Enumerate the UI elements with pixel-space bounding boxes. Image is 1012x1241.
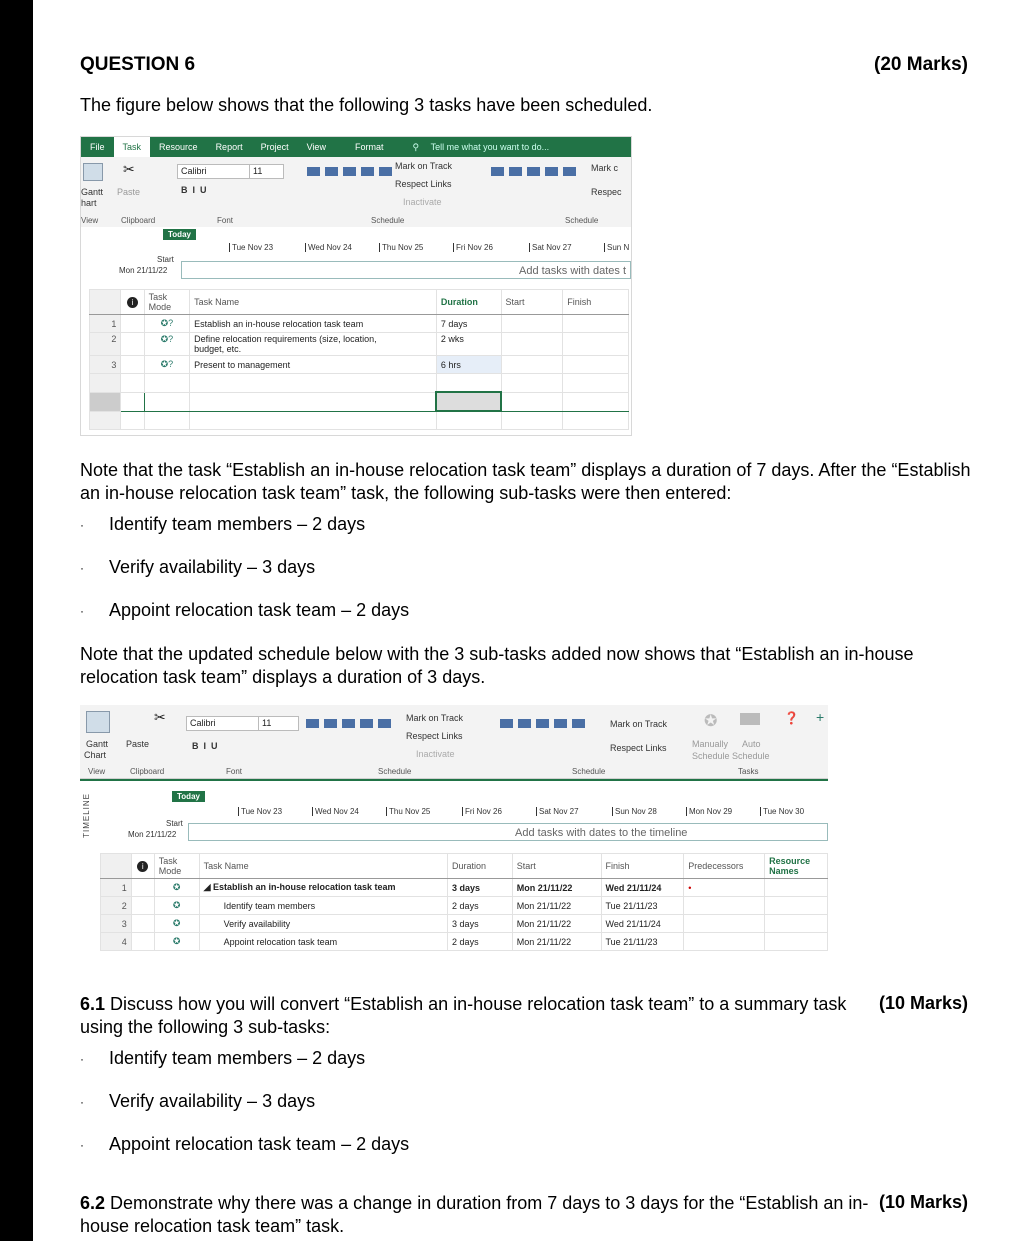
mode-column-header[interactable]: Task Mode [154,854,199,879]
start-date: Mon 21/11/22 [119,266,168,275]
predecessors-column-header[interactable]: Predecessors [684,854,765,879]
indicator-cell [131,933,154,951]
bullet-item [80,514,365,535]
timeline-bar[interactable]: Add tasks with dates t [181,261,631,279]
inspect-icon[interactable]: ❓ [784,711,799,725]
tasks-group-label: Tasks [738,767,759,776]
auto-task-icon: ✪ [154,879,199,897]
gantt-chart-icon[interactable] [86,711,110,733]
pct-75-icon[interactable] [360,719,373,728]
predecessors-cell[interactable] [684,897,765,915]
row-number: 4 [101,933,132,951]
bullet-text: Appoint relocation task team – 2 days [109,1134,410,1154]
bullet-dot: · [80,1095,84,1110]
respect-links[interactable]: Respect Links [395,179,452,189]
auto-label[interactable]: Auto [742,739,761,749]
respect-links[interactable]: Respect Links [406,731,463,741]
tab-task[interactable]: Task [114,137,151,157]
mark-on-track[interactable]: Mark on Track [395,161,453,171]
timeline-pane [80,787,828,843]
resource-cell[interactable] [765,915,828,933]
bullet-text: Appoint relocation task team – 2 days [109,600,410,620]
tab-view[interactable]: View [306,142,326,152]
project-screenshot-2 [80,705,828,952]
paste-button[interactable]: Paste [117,187,141,197]
task-name-cell[interactable]: Verify availability [199,915,447,933]
row-number: 1 [101,879,132,897]
resource-cell[interactable] [765,933,828,951]
info-icon: i [137,861,148,872]
table-row[interactable] [90,411,629,430]
table-row[interactable] [101,879,828,897]
info-icon: i [127,297,138,308]
bullet-text: Verify availability – 3 days [109,557,316,577]
pct-50-icon[interactable] [343,167,356,176]
timeline-date: Wed Nov 24 [312,807,359,816]
pct-50-icon-2[interactable] [527,167,540,176]
font-group-label: Font [217,216,234,225]
pct-100-icon[interactable] [379,167,392,176]
timeline-date: Fri Nov 26 [462,807,502,816]
row-number: 2 [90,333,121,356]
schedule-schedule-label: Schedule Schedule [692,751,770,761]
question-marks: (20 Marks) [874,54,968,75]
table-row[interactable] [90,315,629,333]
start-cell[interactable]: Mon 21/11/22 [512,897,601,915]
duration-column-header[interactable]: Duration [448,854,513,879]
finish-cell[interactable] [563,315,629,333]
start-label: Start [166,819,183,828]
manual-task-icon: ✪? [144,333,190,356]
pct-100-icon-2[interactable] [563,167,576,176]
question-6-2 [80,1192,870,1238]
bullet-dot: · [80,1052,84,1067]
timeline-date: Thu Nov 25 [386,807,430,816]
timeline-bar[interactable]: Add tasks with dates to the timeline [188,823,828,841]
pct-0-icon-2[interactable] [491,167,504,176]
row-number: 3 [90,356,121,374]
chart-label: Chart [84,750,107,760]
indicator-cell [121,333,144,356]
timeline-date: Fri Nov 26 [453,243,493,252]
respect-links-2[interactable]: Respect Links [610,743,667,753]
corner-cell [90,290,121,315]
task-name-cell[interactable]: Identify team members [199,897,447,915]
gantt-label: Gantt [81,187,104,197]
pct-0-icon-2[interactable] [500,719,513,728]
tab-file[interactable]: File [90,142,105,152]
finish-cell[interactable]: Tue 21/11/23 [601,897,684,915]
schedule-group-label-2: Schedule [572,767,606,776]
table-row[interactable] [90,374,629,393]
cut-icon[interactable]: ✂ [123,161,135,177]
schedule-group-label: Schedule [371,216,405,225]
timeline-pane [81,227,631,283]
start-date: Mon 21/11/22 [128,830,177,839]
mark-cut[interactable]: Mark c [591,163,618,173]
indicator-cell [131,915,154,933]
manual-task-icon: ✪? [144,356,190,374]
bullet-text: Identify team members – 2 days [109,1048,366,1068]
duration-cell[interactable]: 3 days [448,915,513,933]
predecessors-cell[interactable]: • [684,879,765,897]
inactivate[interactable]: Inactivate [403,197,442,207]
row-number [90,411,121,430]
today-marker: Today [163,229,196,240]
task-name-cell[interactable]: Present to management [190,356,437,374]
info-column-header [121,290,144,315]
start-cell[interactable]: Mon 21/11/22 [512,879,601,897]
tab-resource[interactable]: Resource [159,142,198,152]
start-column-header[interactable]: Start [512,854,601,879]
duration-cell[interactable]: 2 days [448,897,513,915]
tab-format[interactable]: Format [354,142,384,152]
duration-cell[interactable]: 3 days [448,879,513,897]
timeline-date: Thu Nov 25 [379,243,423,252]
question-6-1-marks: (10 Marks) [878,993,968,1013]
start-cell[interactable] [501,315,563,333]
font-name-box[interactable]: Calibri [177,164,250,179]
task-name-cell[interactable]: ◢ Establish an in-house relocation task team [199,879,447,897]
predecessors-cell[interactable] [684,915,765,933]
inactivate[interactable]: Inactivate [416,749,455,759]
indicator-cell [121,356,144,374]
mark-on-track[interactable]: Mark on Track [406,713,464,723]
bullet-item [80,1134,409,1155]
start-cell[interactable]: Mon 21/11/22 [512,933,601,951]
task-name-line: budget, etc. [194,344,242,354]
pct-25-icon[interactable] [325,167,338,176]
task-table [100,853,828,951]
ribbon-divider [80,779,828,781]
bullet-dot: · [80,1138,84,1153]
mark-on-track-2[interactable]: Mark on Track [610,719,668,729]
bullet-item [80,557,315,578]
duration-column-header[interactable]: Duration [436,290,501,315]
bold-italic-underline[interactable]: B I U [181,185,207,195]
auto-task-icon: ✪ [154,933,199,951]
timeline-date: Sun N [604,243,629,252]
finish-cell[interactable]: Tue 21/11/23 [601,933,684,951]
timeline-date: Sun Nov 28 [612,807,657,816]
indicator-cell [131,897,154,915]
question-6-2-marks: (10 Marks) [878,1192,968,1212]
start-column-header[interactable]: Start [501,290,563,315]
ribbon-task [81,157,631,228]
pct-25-icon[interactable] [324,719,337,728]
table-row[interactable] [90,333,629,356]
bullet-dot: · [80,518,84,533]
timeline-date: Wed Nov 24 [305,243,352,252]
duration-cell[interactable]: 2 wks [436,333,501,356]
font-size-box[interactable]: 11 [249,164,284,179]
start-cell[interactable] [501,333,563,356]
finish-cell[interactable]: Wed 21/11/24 [601,915,684,933]
finish-cell[interactable] [563,356,629,374]
table-row[interactable] [101,897,828,915]
row-number: 2 [101,897,132,915]
question-title: QUESTION 6 [80,54,196,75]
tell-me-box[interactable]: ⚲ Tell me what you want to do... [412,141,550,152]
resource-cell[interactable] [765,897,828,915]
bullet-dot: · [80,604,84,619]
finish-column-header[interactable]: Finish [563,290,629,315]
question-text: Demonstrate why there was a change in duration from 7 days to 3 days for the “Establish an in-house relocation task team” task. [80,1193,869,1236]
schedule-group-label-2: Schedule [565,216,599,225]
auto-task-icon: ✪ [154,915,199,933]
bold-italic-underline[interactable]: B I U [192,741,218,751]
task-name-cell[interactable]: Appoint relocation task team [199,933,447,951]
ribbon-tabs [81,137,631,157]
question-number: 6.2 [80,1193,106,1213]
tab-report[interactable]: Report [215,142,243,152]
timeline-date: Tue Nov 23 [229,243,273,252]
pct-75-icon[interactable] [361,167,374,176]
start-cell[interactable]: Mon 21/11/22 [512,915,601,933]
task-name-cell[interactable]: Establish an in-house relocation task team [190,315,437,333]
note-1: Note that the task “Establish an in-house relocation task team” displays a duration of 7 days. After the “Establish an in-house relocation task team” task, the following sub-tasks were then entered: [80,460,971,503]
pct-100-icon[interactable] [378,719,391,728]
mode-column-header[interactable]: Task Mode [144,290,190,315]
pct-100-icon-2[interactable] [572,719,585,728]
ribbon-task [80,705,828,779]
pct-50-icon-2[interactable] [536,719,549,728]
bullet-item [80,1048,365,1069]
pct-0-icon[interactable] [307,167,320,176]
question-number: 6.1 [80,994,106,1014]
cut-icon[interactable]: ✂ [154,709,166,725]
indicator-cell [121,315,144,333]
indicator-cell [131,879,154,897]
bullet-item [80,1091,315,1112]
clipboard-label: Clipboard [121,216,156,225]
finish-column-header[interactable]: Finish [601,854,684,879]
bullet-text: Verify availability – 3 days [109,1091,316,1111]
table-row[interactable] [101,915,828,933]
table-row[interactable] [90,356,629,374]
pct-25-icon-2[interactable] [518,719,531,728]
timeline-date: Mon Nov 29 [686,807,732,816]
timeline-date: Sat Nov 27 [529,243,572,252]
table-row[interactable] [101,933,828,951]
question-text: Discuss how you will convert “Establish an in-house relocation task team” to a summary task using the following 3 sub-tasks: [80,994,847,1037]
resource-names-column-header[interactable]: Resource Names [765,854,828,879]
pct-75-icon-2[interactable] [554,719,567,728]
gantt-chart-icon[interactable] [83,163,103,181]
view-group-label: View [81,216,99,225]
timeline-tab[interactable]: TIMELINE [82,793,91,838]
add-task-icon[interactable]: + [816,709,825,725]
finish-cell[interactable]: Wed 21/11/24 [601,879,684,897]
task-name-cell[interactable] [190,333,437,356]
table-row[interactable] [90,392,629,411]
timeline-date: Tue Nov 30 [760,807,804,816]
left-black-bar [0,0,33,1241]
schedule-group-label: Schedule [378,767,412,776]
timeline-date: Tue Nov 23 [238,807,282,816]
row-number [90,374,121,393]
duration-cell[interactable]: 6 hrs [436,356,501,374]
font-size-box[interactable]: 11 [258,716,299,731]
today-marker: Today [172,791,205,802]
font-group-label: Font [226,767,243,776]
start-label: Start [157,255,174,264]
timeline-date: Sat Nov 27 [536,807,579,816]
question-6-1 [80,993,870,1039]
bullet-dot: · [80,561,84,576]
auto-schedule-icon[interactable] [740,713,760,725]
row-number [90,392,121,411]
pct-50-icon[interactable] [342,719,355,728]
info-column-header [131,854,154,879]
row-number: 1 [90,315,121,333]
manual-task-icon: ✪? [144,315,190,333]
auto-task-icon: ✪ [154,897,199,915]
duration-cell[interactable]: 2 days [448,933,513,951]
pct-75-icon-2[interactable] [545,167,558,176]
note-2: Note that the updated schedule below with the 3 sub-tasks added now shows that “Establish an in-house relocation task team” displays a duration of 3 days. [80,644,914,687]
finish-cell[interactable] [563,333,629,356]
respect-cut[interactable]: Respec [591,187,622,197]
duration-cell[interactable]: 7 days [436,315,501,333]
pin-icon[interactable]: ✪ [704,713,718,730]
name-column-header[interactable]: Task Name [199,854,447,879]
chart-label: hart [81,198,97,208]
row-number: 3 [101,915,132,933]
tab-project[interactable]: Project [260,142,289,152]
view-group-label: View [88,767,106,776]
project-screenshot-1 [80,136,632,436]
task-table [89,289,629,430]
task-name-line: Define relocation requirements (size, location, [194,334,377,344]
pct-0-icon[interactable] [306,719,319,728]
resource-cell[interactable] [765,879,828,897]
intro-text: The figure below shows that the following 3 tasks have been scheduled. [80,95,653,115]
corner-cell [101,854,132,879]
bullet-text: Identify team members – 2 days [109,514,366,534]
bullet-item [80,600,409,621]
font-name-box[interactable]: Calibri [186,716,259,731]
predecessors-cell[interactable] [684,933,765,951]
pct-25-icon-2[interactable] [509,167,522,176]
manually-label[interactable]: Manually [692,739,729,749]
gantt-label: Gantt [86,739,109,749]
paste-button[interactable]: Paste [126,739,150,749]
clipboard-label: Clipboard [130,767,165,776]
start-cell[interactable] [501,356,563,374]
name-column-header[interactable]: Task Name [190,290,437,315]
